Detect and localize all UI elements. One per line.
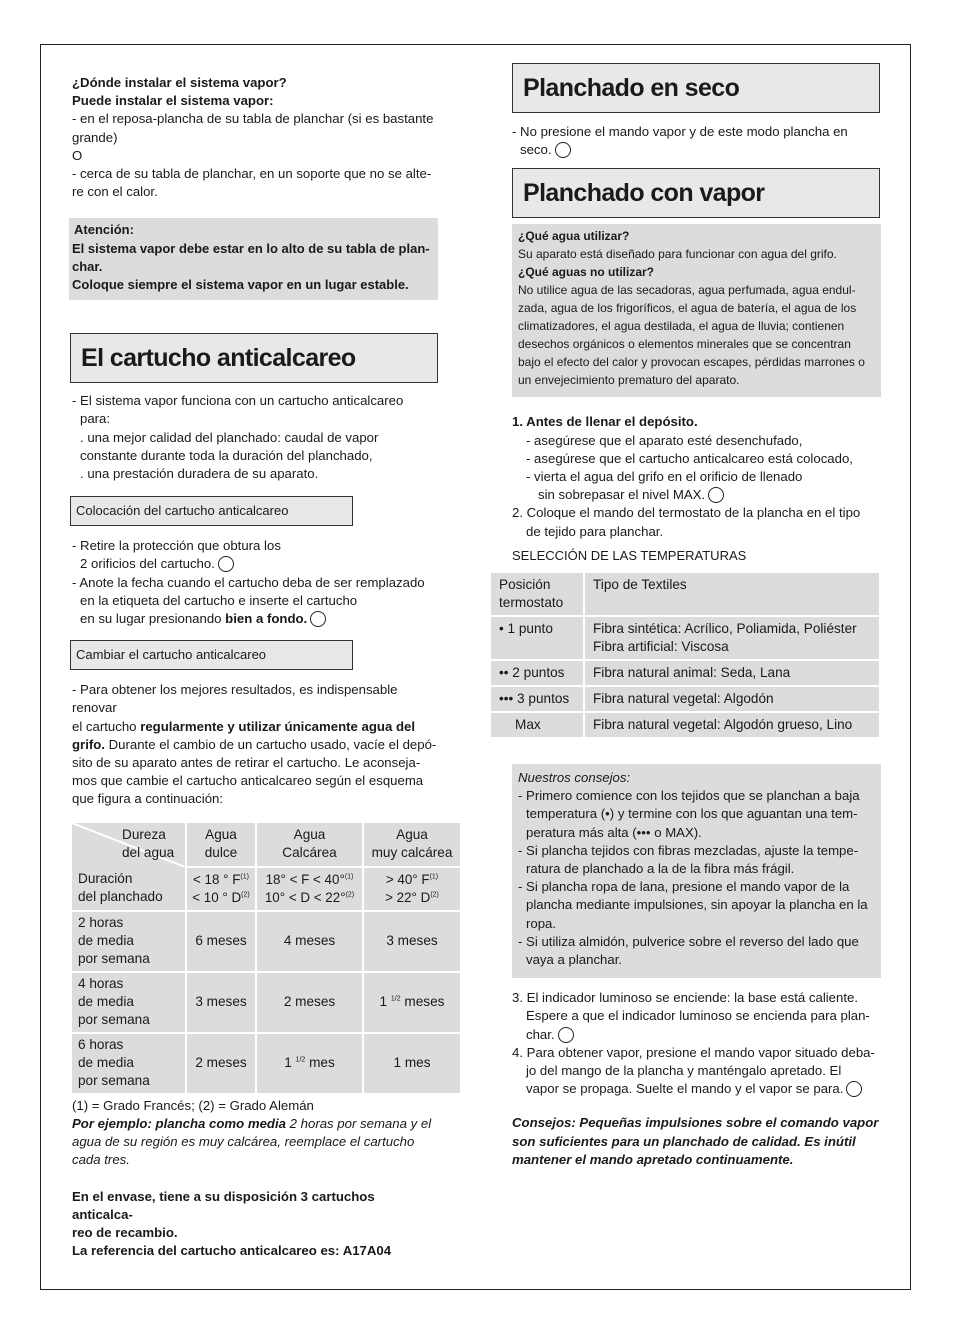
attention-title: Atención: — [74, 222, 134, 238]
interval-value: 1 — [284, 1055, 296, 1071]
duration-line: de media — [78, 1055, 134, 1071]
degree-d — [258, 889, 361, 907]
duration-line: por semana — [78, 1012, 150, 1028]
duration-line: 2 horas — [78, 915, 124, 931]
cartridge-intro-line: . una mejor calidad del planchado: caudal de vapor — [80, 429, 379, 445]
step-1-line: - asegúrese que el aparato esté desenchufado, — [526, 432, 803, 448]
corner-duration-line: Duración — [78, 870, 133, 886]
temp-textile-line: Fibra artificial: Viscosa — [593, 639, 729, 655]
dry-line-text: seco. — [520, 142, 552, 158]
water-line: desechos orgánicos o elementos minerales que se concentran — [518, 337, 851, 352]
temp-position: Max — [490, 712, 584, 738]
figure-ref-circle-icon — [708, 487, 724, 503]
fraction: 1/2 — [390, 995, 401, 1003]
col-header-line: Agua — [205, 827, 237, 843]
placement-line-text: 2 orificios del cartucho. — [80, 556, 215, 572]
final-advice-line: mantener el mando apretado continuamente. — [512, 1151, 794, 1167]
final-advice — [512, 1114, 882, 1169]
interval-cell: 2 meses — [186, 1033, 256, 1094]
example-line — [72, 1115, 438, 1133]
dry-text — [512, 123, 882, 159]
pack-line: reo de recambio. — [72, 1224, 178, 1240]
attention-line-1: El sistema vapor debe estar en lo alto de su tabla de plan- — [72, 240, 430, 256]
tip-line: peratura más alta (••• o MAX). — [526, 824, 702, 840]
tip-line: vaya a planchar. — [526, 952, 623, 968]
temp-header-textiles: Tipo de Textiles — [584, 572, 880, 616]
water-line: climatizadores, el agua destilada, el agua de lluvia; contienen — [518, 319, 845, 334]
footnote: (1) = Grado Francés; (2) = Grado Alemán — [72, 1097, 314, 1113]
change-subheading-text: Cambiar el cartucho anticalcareo — [76, 647, 267, 663]
interval-unit: meses — [400, 994, 445, 1010]
tip-line: - Si plancha tejidos con fibras mezcladas, ajuste la tempe- — [518, 842, 859, 858]
table-row — [71, 1033, 461, 1094]
col-header-very-hard — [363, 822, 461, 867]
change-line-text: el cartucho — [72, 718, 141, 734]
pack-reference: La referencia del cartucho anticalcareo es: A17A04 — [72, 1243, 392, 1259]
degree-d — [188, 889, 254, 907]
interval-cell: 2 meses — [256, 972, 363, 1033]
duration-line: de media — [78, 994, 134, 1010]
install-option-1: - en el reposa-plancha de su tabla de planchar (si es bastante — [72, 111, 434, 127]
steps-3-4 — [512, 989, 882, 1098]
attention-box — [69, 218, 438, 300]
col-header-hard — [256, 822, 363, 867]
degree-cell — [256, 867, 363, 911]
water-box — [512, 224, 881, 397]
temp-textiles: Fibra natural vegetal: Algodón grueso, Lino — [584, 712, 880, 738]
temp-header-line: termostato — [499, 595, 564, 611]
degree-value: 18° < F < 40° — [265, 871, 345, 887]
attention-line-3: Coloque siempre el sistema vapor en un lugar estable. — [72, 277, 409, 293]
attention-line-2: char. — [72, 258, 103, 274]
step-4-line: jo del mango de la plancha y manténgalo apretado. El — [526, 1063, 842, 1079]
change-text — [72, 681, 438, 808]
col-header-soft — [186, 822, 256, 867]
corner-hardness-line: Dureza — [122, 826, 166, 842]
temp-position: ••• 3 puntos — [490, 686, 584, 712]
table-row — [71, 972, 461, 1033]
cartridge-heading-text: El cartucho anticalcareo — [81, 344, 356, 373]
cartridge-intro-line: . una prestación duradera de su aparato. — [80, 466, 319, 482]
dry-line — [512, 141, 882, 159]
step-1-title: 1. Antes de llenar el depósito. — [512, 414, 698, 430]
water-question: ¿Qué agua utilizar? — [518, 229, 630, 244]
cartridge-intro-line: - El sistema vapor funciona con un cartucho anticalcareo — [72, 393, 404, 409]
corner-hardness — [122, 826, 174, 862]
temp-header-position — [490, 572, 584, 616]
footnote-ref: (2) — [430, 891, 439, 899]
figure-ref-circle-icon — [310, 611, 326, 627]
degree-cell — [363, 867, 461, 911]
placement-line — [72, 555, 438, 573]
temp-header-line: Posición — [499, 577, 551, 593]
degree-value: > 40° F — [385, 871, 430, 887]
table-row — [490, 660, 880, 686]
footnote-ref: (2) — [345, 891, 355, 899]
example-line: agua de su región es muy calcárea, reemplace el cartucho — [72, 1134, 415, 1150]
footnote-ref: (1) — [344, 873, 354, 881]
duration-cell — [71, 911, 186, 972]
placement-subheading-text: Colocación del cartucho anticalcareo — [76, 503, 289, 519]
figure-ref-circle-icon — [846, 1081, 862, 1097]
degree-d — [365, 889, 459, 907]
placement-subheading — [70, 496, 353, 526]
change-line: mos que cambie el cartucho anticalcareo según el esquema — [72, 773, 424, 789]
dry-heading — [512, 63, 880, 113]
steps-1-2 — [512, 413, 882, 565]
change-line-emphasis: grifo. — [72, 736, 105, 752]
tip-line: - Si plancha ropa de lana, presione el mando vapor de la — [518, 879, 850, 895]
placement-line: en la etiqueta del cartucho e inserte el cartucho — [80, 592, 358, 608]
example-line: cada tres. — [72, 1152, 130, 1168]
install-option-2-cont: re con el calor. — [72, 184, 158, 200]
table-row — [71, 911, 461, 972]
duration-line: por semana — [78, 951, 150, 967]
temperature-table — [489, 571, 881, 739]
corner-hardness-line: del agua — [122, 844, 175, 860]
cartridge-intro — [72, 392, 438, 483]
temp-position: •• 2 puntos — [490, 660, 584, 686]
steam-heading — [512, 168, 880, 218]
step-1-line-text: sin sobrepasar el nivel MAX. — [538, 487, 706, 503]
step-4-line: 4. Para obtener vapor, presione el mando vapor situado deba- — [512, 1044, 875, 1060]
fraction: 1/2 — [295, 1056, 306, 1064]
tips-box — [512, 764, 881, 978]
degree-value: < 18 ° F — [193, 871, 241, 887]
pack-line: En el envase, tiene a su disposición 3 cartuchos anticalca- — [72, 1188, 375, 1222]
water-line: zada, agua de los frigoríficos, el agua de batería, el agua de los — [518, 301, 857, 316]
interval-value: 1 — [379, 994, 391, 1010]
placement-steps — [72, 537, 438, 628]
placement-line-text: en su lugar presionando — [80, 611, 226, 627]
hardness-header-row — [71, 822, 461, 867]
interval-cell: 1 mes — [363, 1033, 461, 1094]
degree-f — [258, 871, 361, 889]
table-row — [490, 686, 880, 712]
temp-title: SELECCIÓN DE LAS TEMPERATURAS — [512, 547, 747, 563]
tip-line: - Primero comience con los tejidos que se planchan a baja — [518, 788, 860, 804]
degree-f — [365, 871, 459, 889]
tips-title: Nuestros consejos: — [518, 770, 631, 786]
dry-line: - No presione el mando vapor y de este modo plancha en — [512, 124, 848, 139]
dry-heading-text: Planchado en seco — [523, 73, 740, 102]
corner-duration — [78, 870, 163, 906]
table-row — [490, 712, 880, 738]
degree-value: > 22° D — [385, 889, 431, 905]
change-line-text: Durante el cambio de un cartucho usado, vacíe el depó- — [104, 736, 437, 752]
steam-heading-text: Planchado con vapor — [523, 179, 765, 208]
interval-cell: 4 meses — [256, 911, 363, 972]
step-2-line: de tejido para planchar. — [526, 523, 664, 539]
water-question: ¿Qué aguas no utilizar? — [518, 265, 655, 280]
step-1-line — [512, 486, 882, 504]
change-line — [72, 718, 438, 736]
change-line — [72, 736, 438, 754]
step-1-line: - vierta el agua del grifo en el orificio de llenado — [526, 469, 803, 485]
degree-f — [188, 871, 254, 889]
temp-textiles — [584, 616, 880, 660]
temp-textiles: Fibra natural vegetal: Algodón — [584, 686, 880, 712]
right-column — [499, 63, 882, 1169]
col-header-line: muy calcárea — [371, 845, 453, 861]
install-section — [72, 74, 438, 201]
degree-value: 10° < D < 22° — [264, 889, 346, 905]
temp-textile-line: Fibra sintética: Acrílico, Poliamida, Poliéster — [593, 621, 857, 637]
install-or: O — [72, 147, 83, 163]
step-3-line-text: char. — [526, 1026, 555, 1042]
duration-line: por semana — [78, 1073, 150, 1089]
left-column — [72, 74, 453, 1260]
final-advice-line: Consejos: Pequeñas impulsiones sobre el comando vapor — [512, 1115, 879, 1131]
temp-position: • 1 punto — [490, 616, 584, 660]
figure-ref-circle-icon — [218, 556, 234, 572]
change-line: - Para obtener los mejores resultados, es indispensable renovar — [72, 682, 398, 716]
water-line: No utilice agua de las secadoras, agua perfumada, agua endul- — [518, 283, 856, 298]
install-lead: Puede instalar el sistema vapor: — [72, 93, 274, 109]
table-row — [490, 616, 880, 660]
degree-cell — [186, 867, 256, 911]
tip-line: plancha mediante impulsiones, sin apoyar la plancha en la — [526, 897, 868, 913]
step-3-line — [512, 1026, 882, 1044]
tip-line: - Si utiliza almidón, pulverice sobre el reverso del lado que — [518, 933, 859, 949]
figure-ref-circle-icon — [555, 142, 571, 158]
cartridge-heading — [70, 333, 438, 383]
hardness-table — [70, 821, 462, 1095]
col-header-line: Calcárea — [282, 845, 337, 861]
interval-cell: 6 meses — [186, 911, 256, 972]
duration-cell — [71, 1033, 186, 1094]
step-4-line — [512, 1080, 882, 1098]
after-table — [72, 1097, 438, 1261]
install-option-1-cont: grande) — [72, 129, 118, 145]
tip-line: ratura de planchado a la de la fibra más frágil. — [526, 861, 795, 877]
water-answer: Su aparato está diseñado para funcionar con agua del grifo. — [518, 247, 837, 262]
temp-textiles: Fibra natural animal: Seda, Lana — [584, 660, 880, 686]
degree-value: < 10 ° D — [192, 889, 242, 905]
interval-cell — [363, 972, 461, 1033]
install-question: ¿Dónde instalar el sistema vapor? — [72, 75, 287, 90]
change-subheading — [70, 640, 353, 670]
example-text: 2 horas por semana y el — [285, 1115, 432, 1131]
placement-line: - Retire la protección que obtura los — [72, 538, 281, 554]
interval-unit: mes — [305, 1055, 335, 1071]
example-emphasis: Por ejemplo: plancha como media — [72, 1115, 286, 1131]
step-3-line: Espere a que el indicador luminoso se encienda para plan- — [526, 1008, 870, 1024]
col-header-line: Agua — [293, 827, 326, 843]
change-line: que figura a continuación: — [72, 791, 224, 807]
placement-line-emphasis: bien a fondo. — [225, 611, 308, 627]
install-option-2: - cerca de su tabla de planchar, en un soporte que no se alte- — [72, 166, 432, 182]
change-line: sito de su aparato antes de retirar el cartucho. Le aconseja- — [72, 755, 421, 771]
corner-duration-line: del planchado — [78, 888, 163, 904]
water-line: un envejecimiento prematuro del aparato. — [518, 373, 740, 388]
step-2-line: 2. Coloque el mando del termostato de la plancha en el tipo — [512, 505, 861, 521]
tip-line: temperatura (•) y termine con los que aguantan una tem- — [526, 806, 858, 822]
step-3-line: 3. El indicador luminoso se enciende: la base está caliente. — [512, 990, 859, 1006]
duration-line: de media — [78, 933, 134, 949]
final-advice-line: son suficientes para un planchado de calidad. Es inútil — [512, 1133, 856, 1149]
step-4-line-text: vapor se propaga. Suelte el mando y el vapor se para. — [526, 1081, 844, 1097]
placement-line — [72, 610, 438, 628]
tip-line: ropa. — [526, 915, 557, 931]
figure-ref-circle-icon — [558, 1027, 574, 1043]
footnote-ref: (1) — [240, 873, 249, 881]
interval-cell: 3 meses — [363, 911, 461, 972]
col-header-line: dulce — [204, 845, 238, 861]
duration-cell — [71, 972, 186, 1033]
duration-line: 4 horas — [78, 976, 124, 992]
water-line: bajo el efecto del calor y provocan escapes, pérdidas marrones o — [518, 355, 865, 370]
temp-header-row — [490, 572, 880, 616]
placement-line: - Anote la fecha cuando el cartucho deba de ser remplazado — [72, 574, 425, 590]
cartridge-intro-line: constante durante toda la duración del planchado, — [80, 447, 373, 463]
col-header-line: Agua — [396, 827, 428, 843]
hardness-corner-cell — [71, 822, 186, 911]
interval-cell: 3 meses — [186, 972, 256, 1033]
change-line-emphasis: regularmente y utilizar únicamente agua del — [140, 718, 416, 734]
cartridge-intro-line: para: — [80, 411, 111, 427]
footnote-ref: (1) — [429, 873, 439, 881]
step-1-line: - asegúrese que el cartucho anticalcareo está colocado, — [526, 450, 853, 466]
duration-line: 6 horas — [78, 1037, 124, 1053]
interval-cell — [256, 1033, 363, 1094]
footnote-ref: (2) — [241, 891, 250, 899]
